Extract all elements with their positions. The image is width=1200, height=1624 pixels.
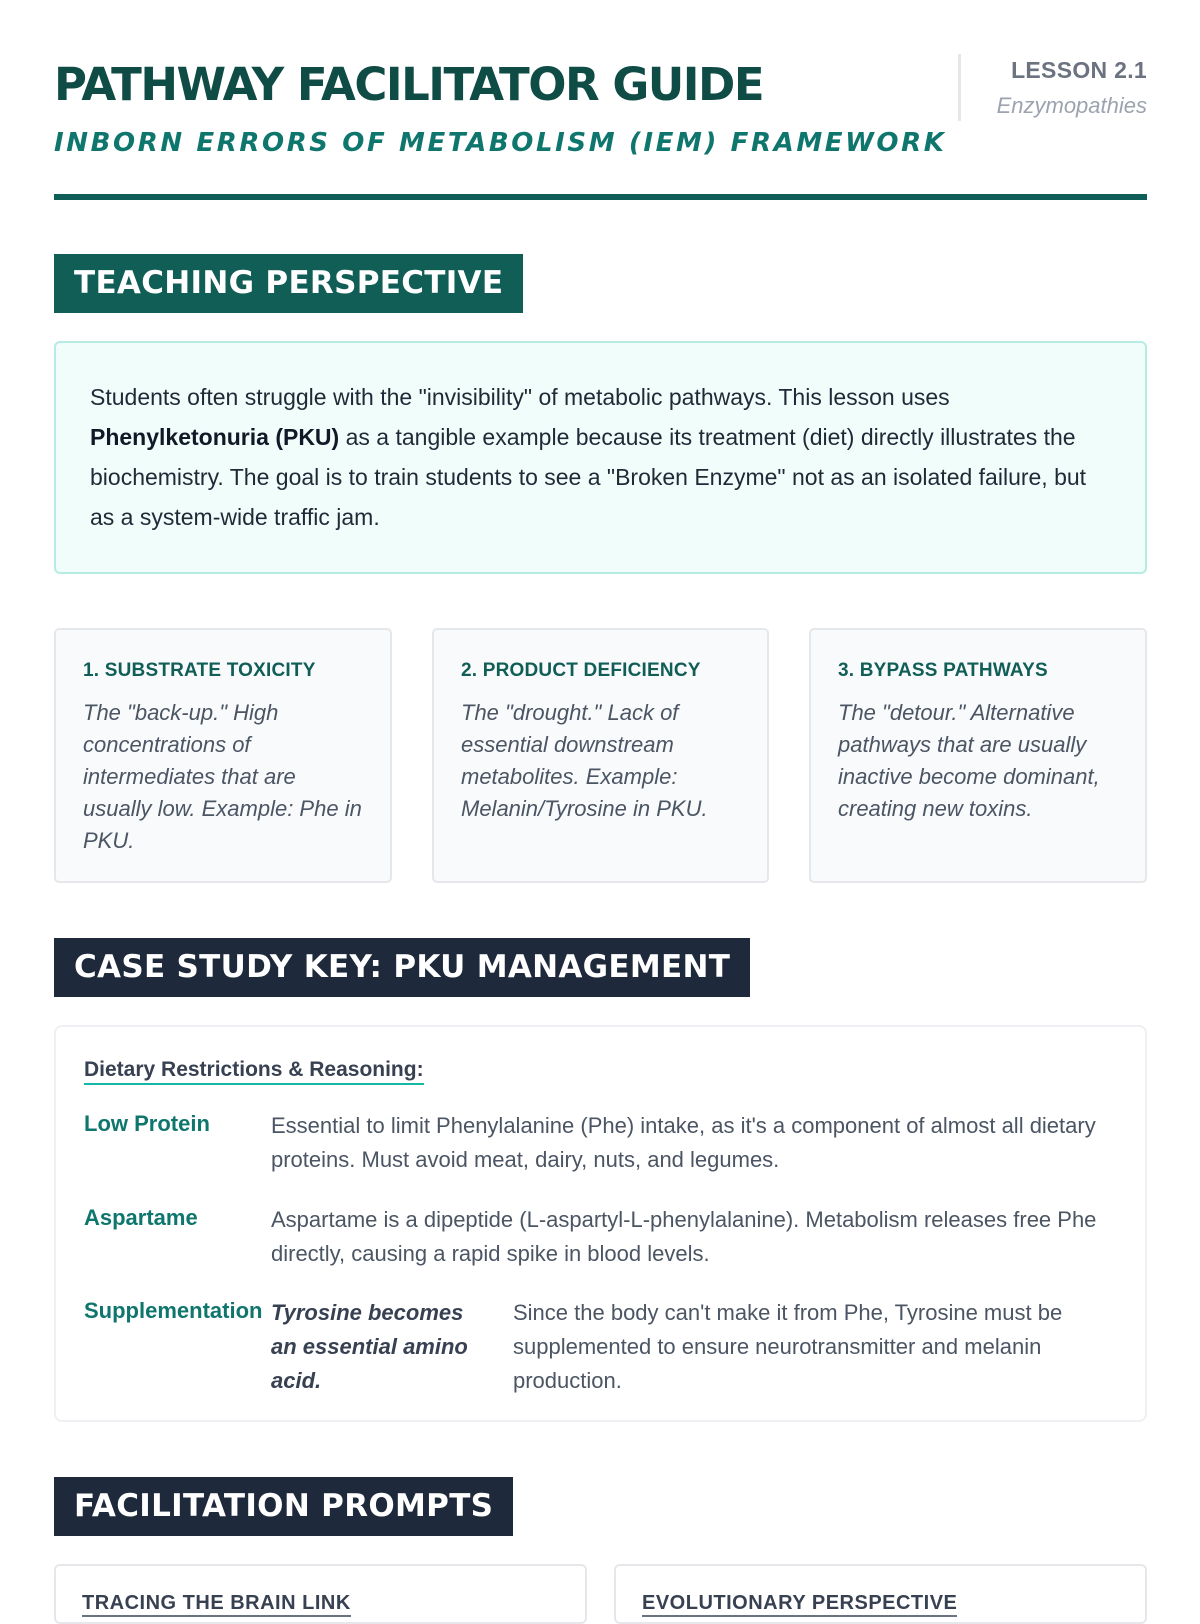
diet-text-aspartame: Aspartame is a dipeptide (L-aspartyl-L-phenylalanine). Metabolism releases free Phe directly, causing a rapid spike in blood levels.	[271, 1207, 1097, 1266]
concept-card-title: 3. BYPASS PATHWAYS	[838, 660, 1048, 681]
perspective-text-rest: as a tangible example because its treatment (diet) directly illustrates the biochemistry. The goal is to train students to see a "Broken Enzyme" not as an isolated failure, but as a system-wide traffic jam.	[90, 424, 1087, 530]
header-divider	[54, 194, 1147, 200]
guide-header	[54, 54, 1147, 202]
lesson-number: LESSON 2.1	[1011, 57, 1147, 83]
concept-card-substrate-toxicity	[54, 628, 392, 883]
teaching-perspective-heading: TEACHING PERSPECTIVE	[54, 254, 523, 313]
concept-card-title: 2. PRODUCT DEFICIENCY	[461, 660, 701, 681]
lesson-topic: Enzymopathies	[996, 93, 1147, 118]
diet-text-low-protein: Essential to limit Phenylalanine (Phe) intake, as it's a component of almost all dietary proteins. Must avoid meat, dairy, nuts, and legumes.	[271, 1113, 1096, 1172]
diet-label-low-protein: Low Protein	[84, 1111, 210, 1136]
prompt-card-title: TRACING THE BRAIN LINK	[82, 1592, 351, 1617]
guide-title: PATHWAY FACILITATOR GUIDE	[54, 58, 764, 111]
diet-text-supplementation: Since the body can't make it from Phe, Tyrosine must be supplemented to ensure neurotransmitter and melanin production.	[513, 1300, 1063, 1393]
dietary-restrictions-heading: Dietary Restrictions & Reasoning:	[84, 1058, 424, 1085]
facilitation-prompts-heading: FACILITATION PROMPTS	[54, 1477, 513, 1536]
guide-subtitle: INBORN ERRORS OF METABOLISM (IEM) FRAMEWORK	[54, 128, 947, 158]
teaching-perspective-box	[54, 341, 1147, 574]
lesson-info	[958, 54, 1147, 121]
concept-card-body: The "back-up." High concentrations of intermediates that are usually low. Example: Phe in PKU.	[83, 700, 362, 853]
concept-card-bypass-pathways	[809, 628, 1147, 883]
concept-card-body: The "drought." Lack of essential downstream metabolites. Example: Melanin/Tyrosine in PKU.	[461, 700, 708, 821]
diet-emphasis-supplementation: Tyrosine becomes an essential amino acid.	[271, 1300, 468, 1393]
prompt-card-evolutionary	[614, 1564, 1147, 1624]
concept-card-body: The "detour." Alternative pathways that are usually inactive become dominant, creating new toxins.	[838, 700, 1100, 821]
diet-label-supplementation: Supplementation	[84, 1298, 263, 1323]
concept-card-title: 1. SUBSTRATE TOXICITY	[83, 660, 316, 681]
perspective-text-intro: Students often struggle with the "invisibility" of metabolic pathways. This lesson uses	[90, 384, 950, 410]
concept-card-product-deficiency	[432, 628, 769, 883]
perspective-bold-term: Phenylketonuria (PKU)	[90, 424, 340, 450]
prompt-card-title: EVOLUTIONARY PERSPECTIVE	[642, 1592, 957, 1617]
case-study-box	[54, 1025, 1147, 1422]
diet-label-aspartame: Aspartame	[84, 1205, 198, 1230]
prompt-card-brain-link	[54, 1564, 587, 1624]
case-study-heading: CASE STUDY KEY: PKU MANAGEMENT	[54, 938, 750, 997]
